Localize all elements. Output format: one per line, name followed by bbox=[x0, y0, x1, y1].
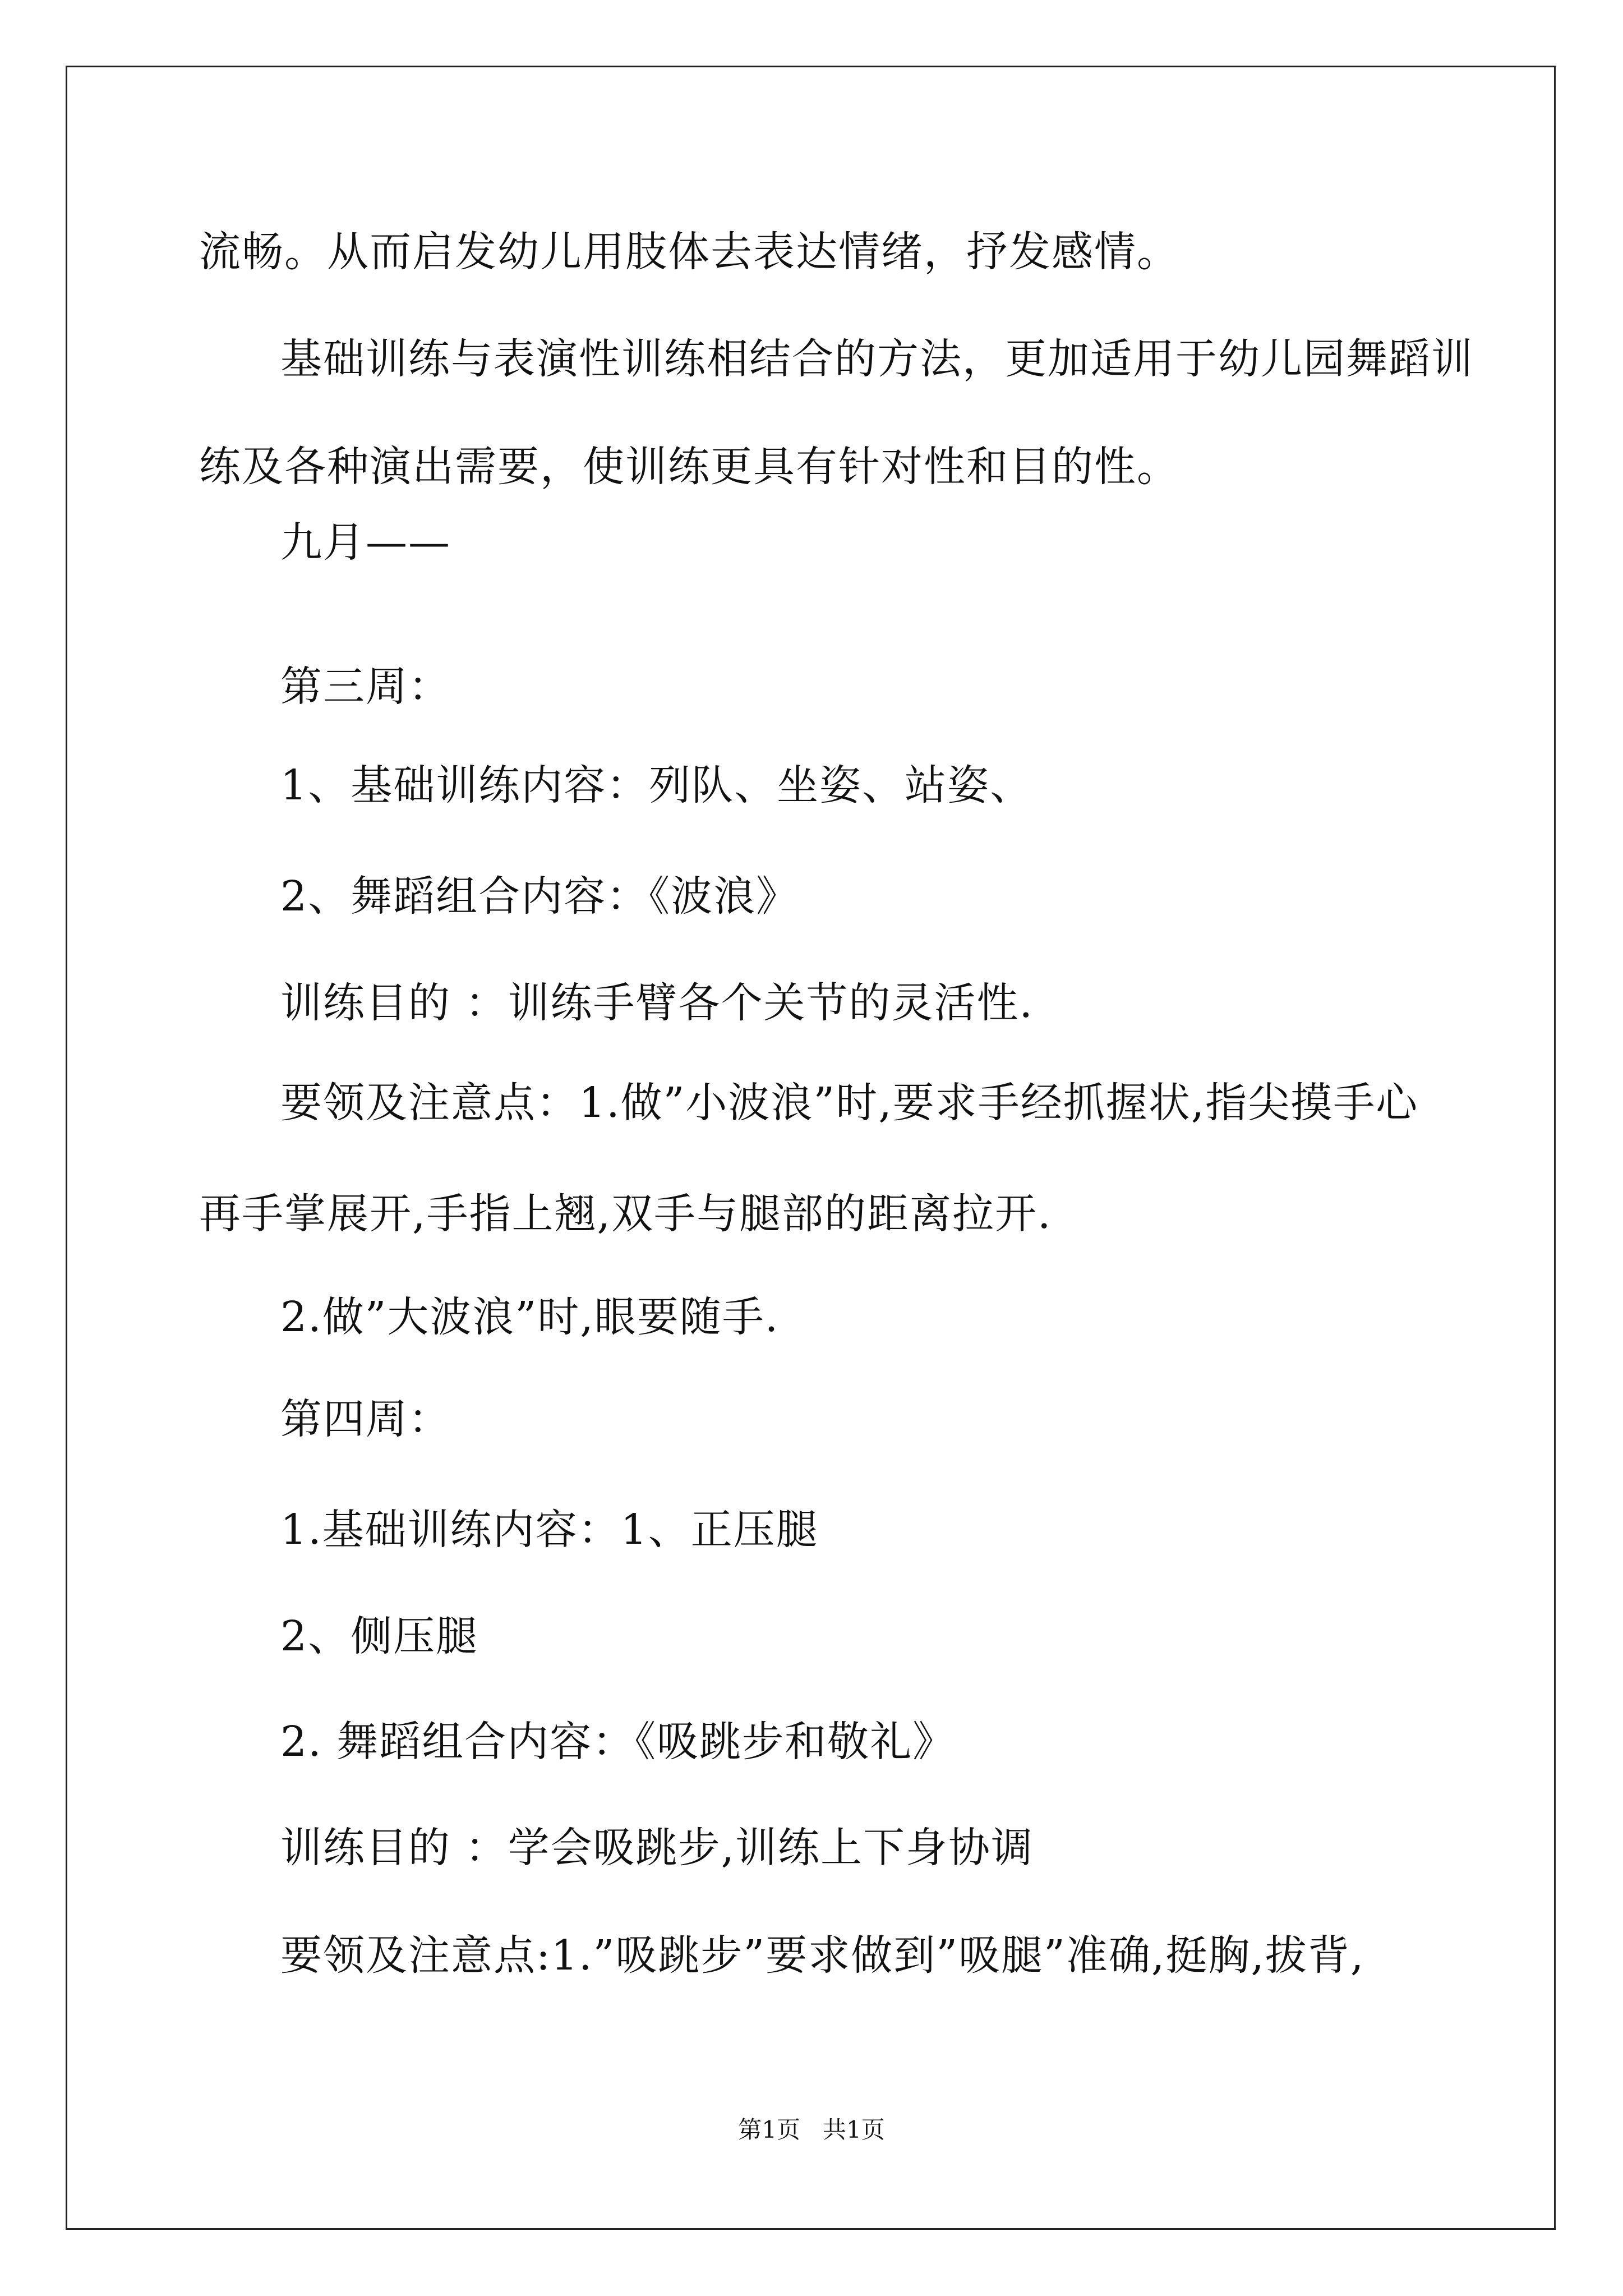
paragraph: 要领及注意点:1.”吸跳步”要求做到”吸腿”准确,挺胸,拔背, bbox=[280, 1931, 1365, 1980]
paragraph: 2. 舞蹈组合内容：《吸跳步和敬礼》 bbox=[280, 1718, 956, 1766]
paragraph: 2.做”大波浪”时,眼要随手. bbox=[280, 1293, 780, 1341]
paragraph: 第四周： bbox=[280, 1395, 451, 1443]
paragraph: 2、舞蹈组合内容：《波浪》 bbox=[280, 872, 799, 921]
paragraph: 基础训练与表演性训练相结合的方法，更加适用于幼儿园舞蹈训 bbox=[280, 335, 1474, 383]
paragraph: 第三周： bbox=[280, 662, 451, 711]
paragraph: 训练目的 ：训练手臂各个关节的灵活性. bbox=[280, 979, 1034, 1027]
paragraph: 1.基础训练内容：1、正压腿 bbox=[280, 1506, 819, 1554]
paragraph: 再手掌展开,手指上翘,双手与腿部的距离拉开. bbox=[199, 1190, 1052, 1238]
paragraph: 流畅。从而启发幼儿用肢体去表达情绪，抒发感情。 bbox=[199, 228, 1179, 276]
paragraph: 九月—— bbox=[280, 518, 451, 567]
paragraph: 要领及注意点：1.做”小波浪”时,要求手经抓握状,指尖摸手心 bbox=[280, 1079, 1419, 1127]
paragraph: 训练目的 ：学会吸跳步,训练上下身协调 bbox=[280, 1824, 1034, 1872]
page-number-footer: 第1页 共1页 bbox=[738, 2116, 885, 2143]
paragraph: 练及各种演出需要，使训练更具有针对性和目的性。 bbox=[199, 443, 1179, 491]
page-border bbox=[66, 66, 1556, 2230]
paragraph: 1、基础训练内容：列队、坐姿、站姿、 bbox=[280, 761, 1033, 809]
paragraph: 2、侧压腿 bbox=[280, 1612, 479, 1660]
